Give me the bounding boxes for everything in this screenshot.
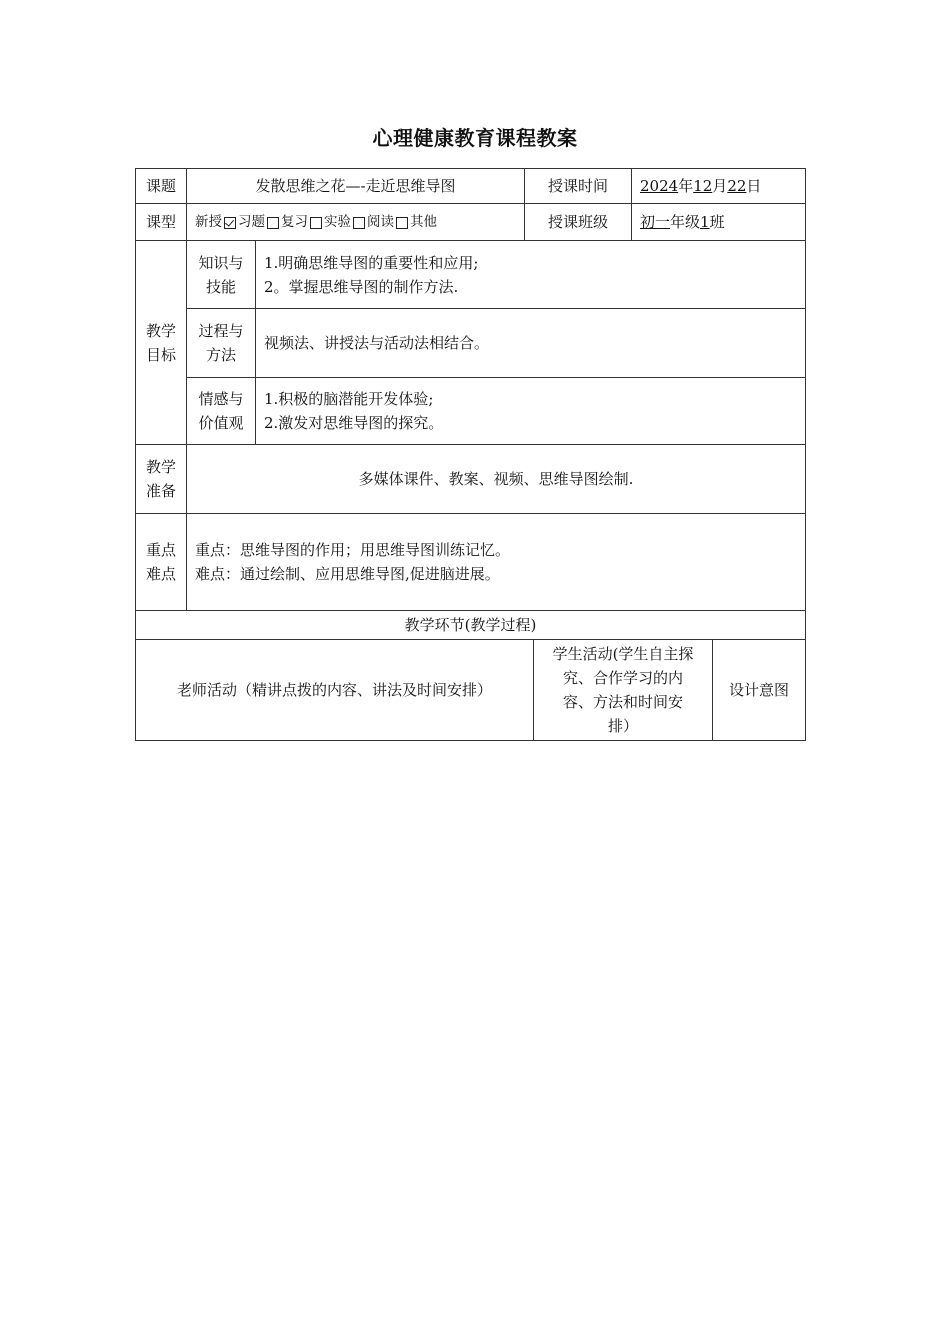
option-review: 复习 [281,214,308,230]
topic-label: 课题 [136,169,187,203]
goal-process [187,309,805,378]
knowledge-label: 知识与 技能 [187,241,256,308]
checkbox-checked-icon[interactable] [224,217,236,229]
knowledge-content: 1.明确思维导图的重要性和应用; 2。掌握思维导图的制作方法. [264,253,479,296]
goal-knowledge [187,241,805,309]
student-column: 学生活动(学生自主探 究、合作学习的内 容、方法和时间安 排） [534,640,713,740]
option-new: 新授 [195,214,222,230]
row-topic [136,169,805,204]
focus-label: 重点 难点 [136,514,187,610]
row-type [136,204,805,241]
grade: 初一 [640,213,671,231]
time-label: 授课时间 [525,169,632,203]
option-experiment: 实验 [324,214,351,230]
time-value: 2024 年 12 月 22 日 [632,169,805,203]
design-column: 设计意图 [728,681,789,699]
type-options [187,204,525,240]
teacher-column: 老师活动（精讲点拨的内容、讲法及时间安排） [136,640,534,740]
option-reading: 阅读 [367,214,394,230]
checkbox-icon[interactable] [310,217,322,229]
goal-emotion [187,378,805,444]
row-process-header [136,611,805,640]
checkbox-icon[interactable] [353,217,365,229]
process-content: 视频法、讲授法与活动法相结合。 [264,334,490,352]
option-other: 其他 [410,214,437,230]
focus-content: 重点：思维导图的作用；用思维导图训练记忆。 难点：通过绘制、应用思维导图,促进脑进展。 [195,541,511,583]
option-exercise: 习题 [238,214,265,230]
class-number: 1 [700,213,710,231]
process-header: 教学环节(教学过程) [404,616,537,634]
day: 22 [727,177,747,195]
checkbox-icon[interactable] [396,217,408,229]
emotion-content: 1.积极的脑潜能开发体验; 2.激发对思维导图的探究。 [264,390,444,432]
month: 12 [693,177,713,195]
process-label: 过程与 方法 [187,309,256,377]
prep-content: 多媒体课件、教案、视频、思维导图绘制. [358,470,634,488]
row-focus [136,514,805,611]
year: 2024 [640,177,679,195]
topic-value: 发散思维之花—-走近思维导图 [187,169,525,203]
goals-block [136,241,805,445]
emotion-label: 情感与 价值观 [187,378,256,444]
row-prep [136,445,805,514]
lesson-plan-table [135,168,806,741]
prep-label: 教学 准备 [136,445,187,513]
checkbox-icon[interactable] [267,217,279,229]
row-columns [136,640,805,740]
goals-label: 教学 目标 [136,241,187,444]
page-title: 心理健康教育课程教案 [372,126,578,150]
goals-subrows [187,241,805,444]
class-label: 授课班级 [525,204,632,240]
type-label: 课型 [136,204,187,240]
class-value: 初一 年级 1 班 [632,204,805,240]
